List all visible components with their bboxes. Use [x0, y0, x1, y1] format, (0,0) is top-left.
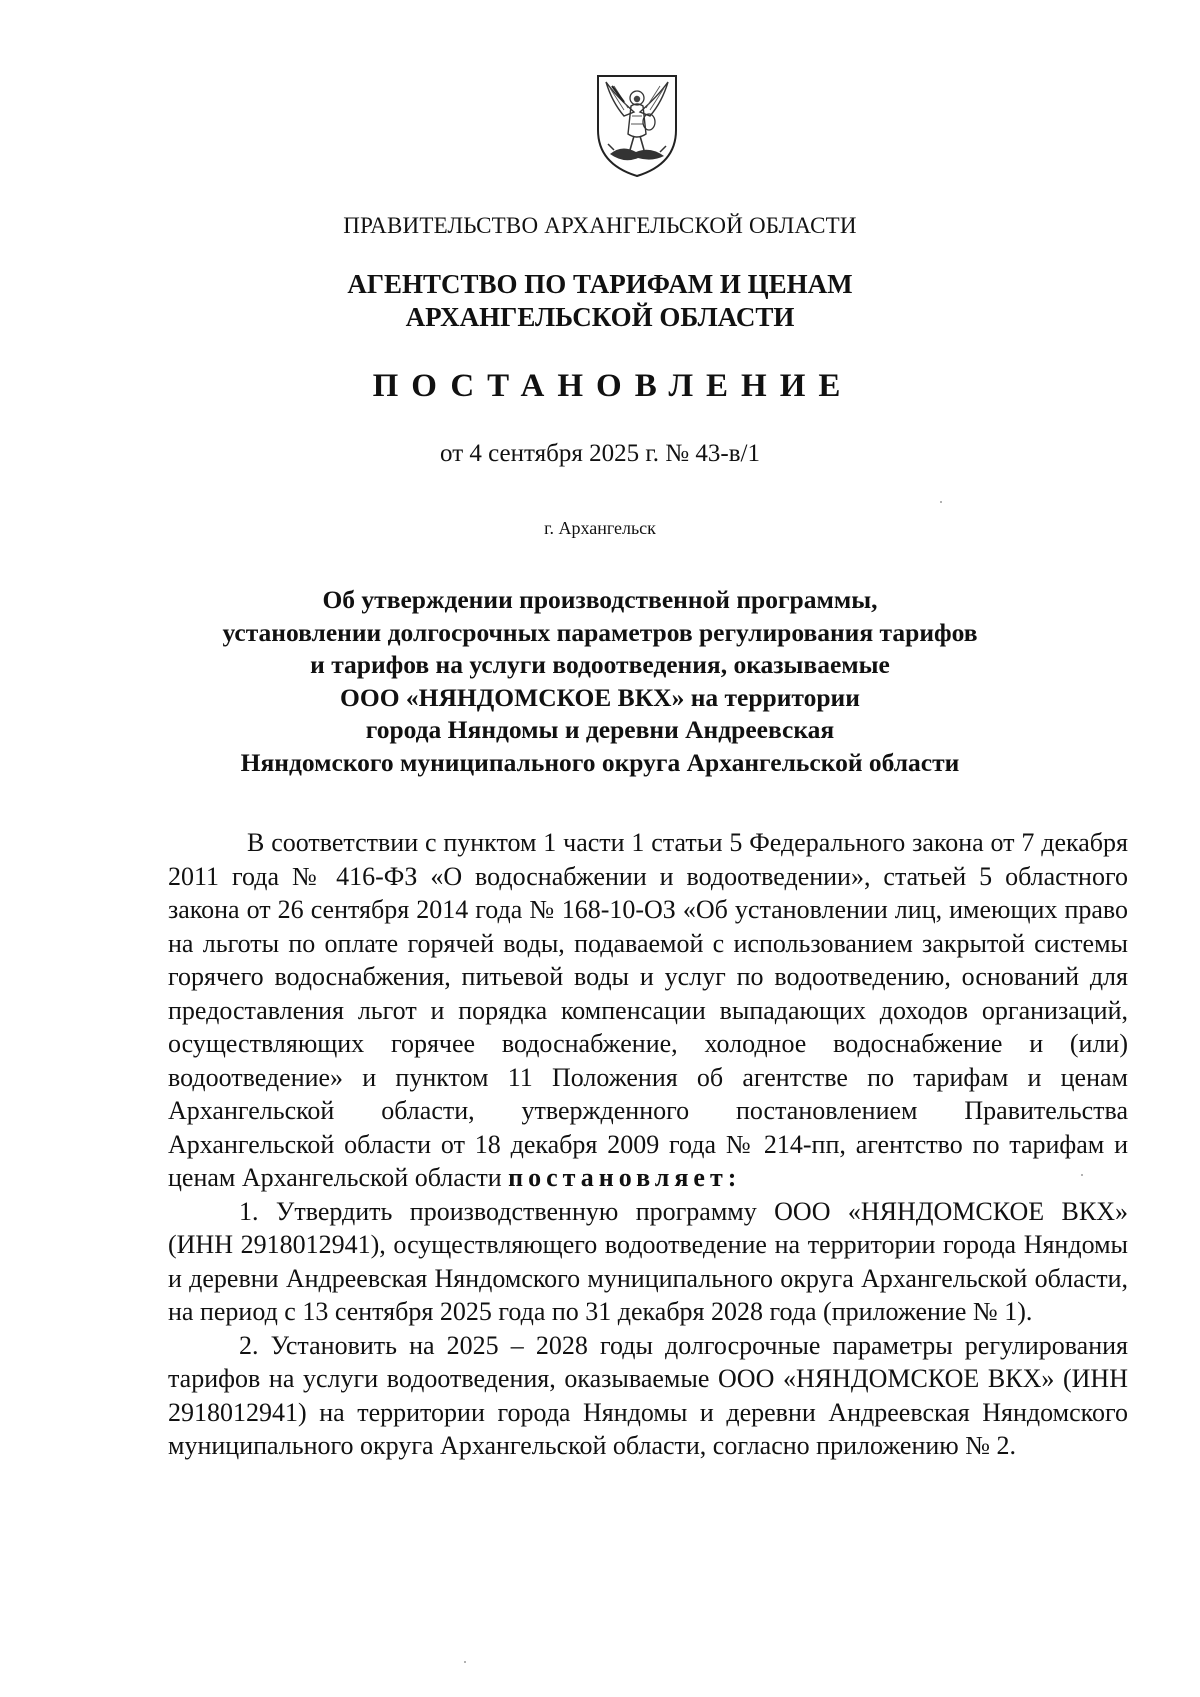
- title-line: ООО «НЯНДОМСКОЕ ВКХ» на территории: [340, 682, 860, 712]
- government-name: ПРАВИТЕЛЬСТВО АРХАНГЕЛЬСКОЙ ОБЛАСТИ: [343, 213, 857, 238]
- document-title: [0, 584, 1200, 779]
- document-type: ПОСТАНОВЛЕНИЕ: [372, 368, 854, 404]
- agency-name-line2: АРХАНГЕЛЬСКОЙ ОБЛАСТИ: [405, 302, 795, 332]
- document-body: [168, 826, 1128, 1463]
- city-name: г. Архангельск: [544, 518, 656, 538]
- item-2-paragraph: 2. Установить на 2025 – 2028 годы долгосрочные параметры регулирования тарифов на услуги водоотведения, оказываемые ООО «НЯНДОМСКОЕ ВКХ» (ИНН 2918012941) на территории города Няндомы и деревни Андреевская Няндомского муниципального округа Архангельской области, согласно приложению № 2.: [168, 1330, 1128, 1460]
- agency-name: [0, 268, 1200, 334]
- title-line: города Няндомы и деревни Андреевская: [365, 715, 835, 744]
- scan-speck: [464, 1661, 466, 1663]
- arkhangelsk-coat-of-arms-icon: [594, 72, 680, 180]
- agency-name-line1: АГЕНТСТВО ПО ТАРИФАМ И ЦЕНАМ: [347, 269, 853, 299]
- title-line: установлении долгосрочных параметров регулирования тарифов: [222, 617, 978, 647]
- title-line: Няндомского муниципального округа Архангельской области: [240, 747, 960, 777]
- title-line: Об утверждении производственной программы,: [322, 585, 878, 614]
- scan-speck: [1081, 1174, 1083, 1176]
- scan-speck: [940, 501, 942, 503]
- preamble-paragraph: [168, 826, 1128, 1195]
- item-1-paragraph: 1. Утвердить производственную программу ООО «НЯНДОМСКОЕ ВКХ» (ИНН 2918012941), осуществляющего водоотведение на территории города Няндомы и деревни Андреевская Няндомского муниципального округа Архангельской области, на период с 13 сентября 2025 года по 31 декабря 2028 года (приложение № 1).: [168, 1196, 1128, 1326]
- decree-word: постановляет:: [508, 1163, 742, 1192]
- title-line: и тарифов на услуги водоотведения, оказываемые: [310, 650, 890, 679]
- date-and-number: от 4 сентября 2025 г. № 43-в/1: [440, 440, 760, 467]
- preamble-text: В соответствии с пунктом 1 части 1 статьи 5 Федерального закона от 7 декабря 2011 года № 416-ФЗ «О водоснабжении и водоотведении», статьей 5 областного закона от 26 сентября 2014 года № 168-10-ОЗ «Об установлении лиц, имеющих право на льготы по оплате горячей воды, подаваемой с использованием закрытой системы горячего водоснабжения, питьевой воды и услуг по водоотведению, оснований для предоставления льгот и порядка компенсации выпадающих доходов организаций, осуществляющих горячее водоснабжение, холодное водоснабжение и (или) водоотведение» и пунктом 11 Положения об агентстве по тарифам и ценам Архангельской области, утвержденного постановлением Правительства Архангельской области от 18 декабря 2009 года № 214-пп, агентство по тарифам и ценам Архангельской области: [168, 828, 1128, 1192]
